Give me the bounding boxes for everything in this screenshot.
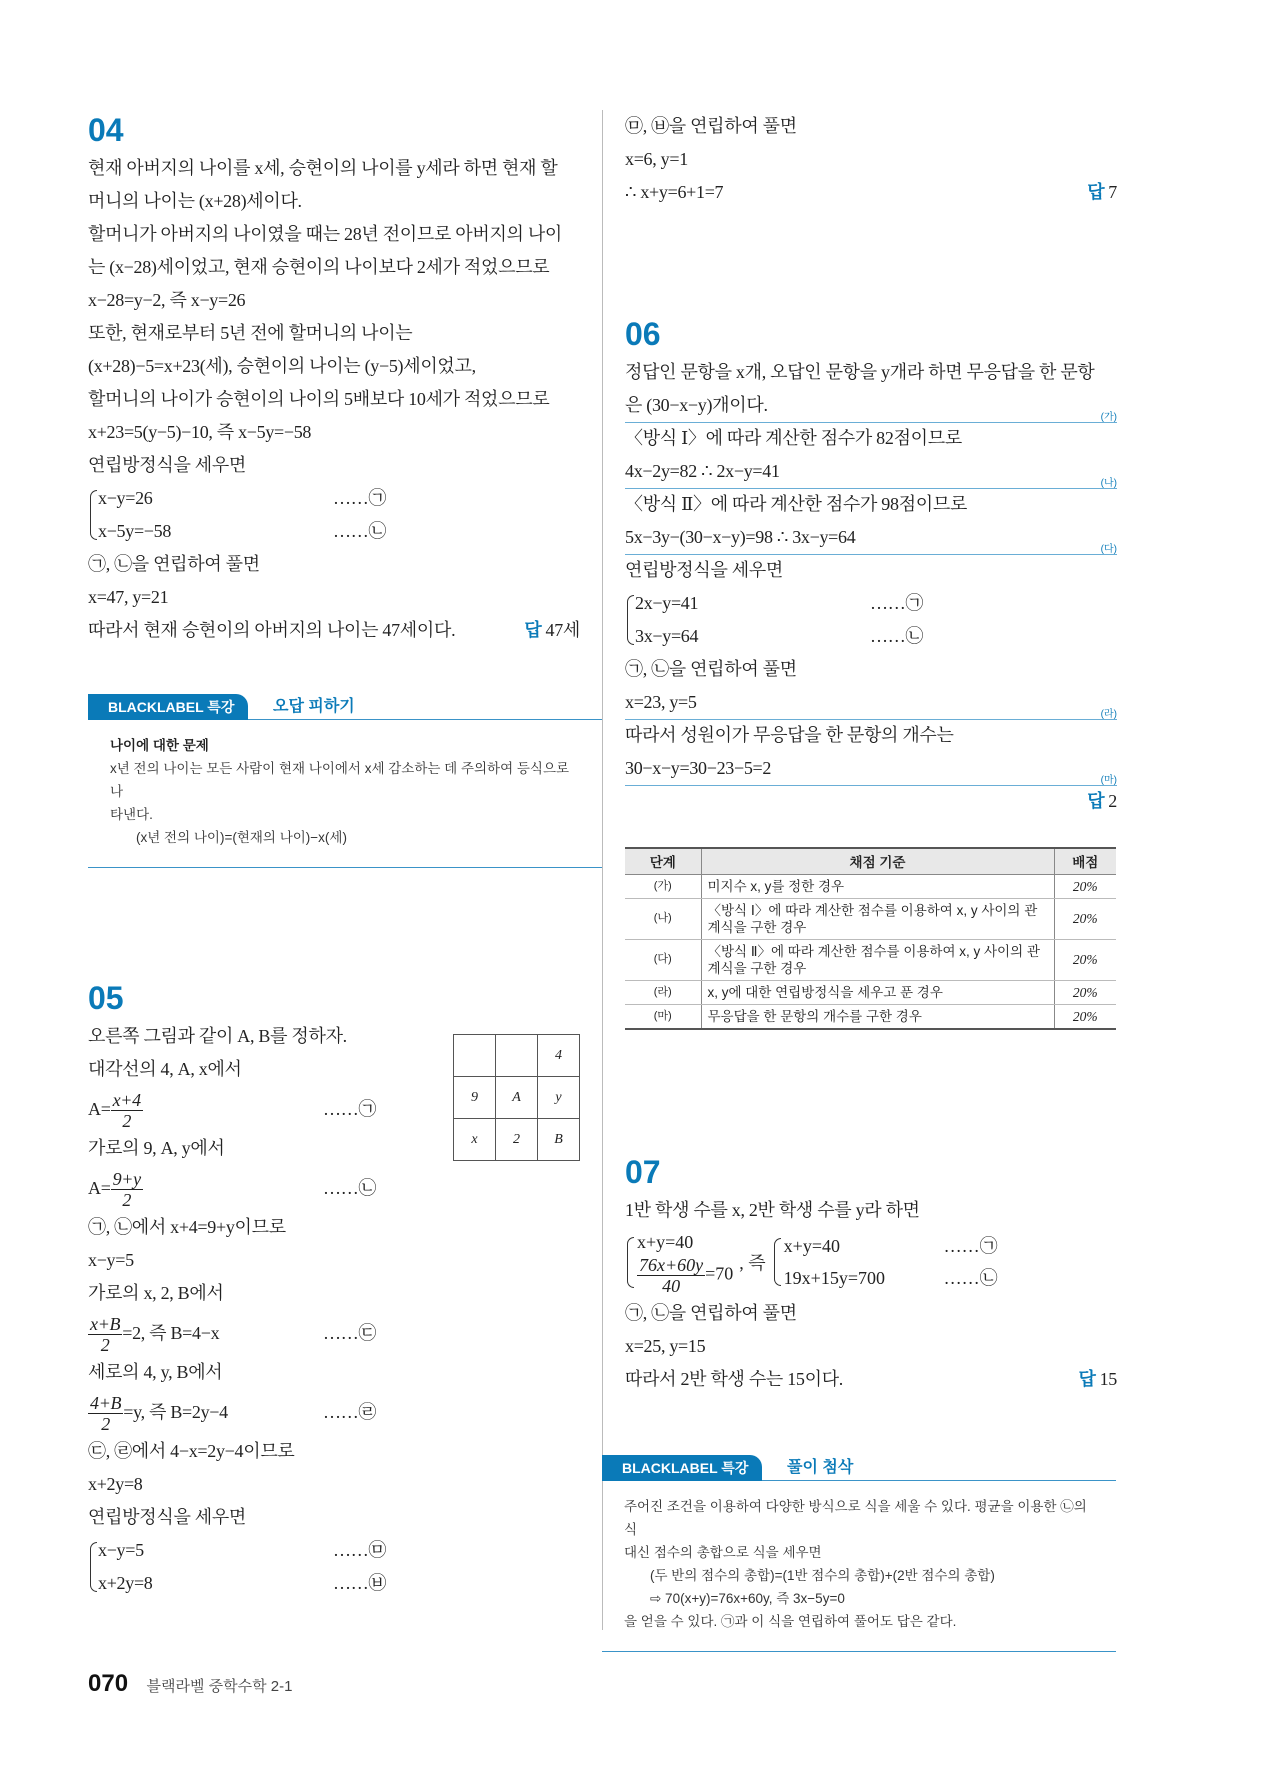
numerator: x+4	[112, 1090, 141, 1111]
solution-line	[88, 449, 580, 482]
tip-tabs	[602, 1455, 1116, 1481]
grid-cell: A	[496, 1077, 538, 1119]
line-text: ㉤, ㉥을 연립하여 풀면	[625, 116, 797, 136]
grid-row	[454, 1077, 580, 1119]
figure-grid	[453, 1034, 580, 1161]
solution-line	[88, 548, 580, 581]
grid-cell: y	[538, 1077, 580, 1119]
tip-tab-label: BLACKLABEL 특강	[602, 1455, 762, 1481]
numerator: 9+y	[112, 1169, 141, 1190]
grid-cell: 4	[538, 1035, 580, 1077]
solution-line	[88, 1356, 580, 1389]
line-text: 세로의 4, y, B에서	[88, 1362, 223, 1382]
solution-05-continued	[625, 110, 1117, 209]
tip-formula: ⇨ 70(x+y)=76x+60y, 즉 3x−5y=0	[650, 1591, 845, 1606]
line-text: 대각선의 4, A, x에서	[88, 1059, 242, 1079]
solution-line	[625, 719, 1117, 752]
line-text: 연립방정식을 세우면	[88, 1507, 246, 1527]
table-cell: 〈방식 Ⅰ〉에 따라 계산한 점수를 이용하여 x, y 사이의 관계식을 구한 경우	[701, 898, 1054, 939]
line-text: 머니의 나이는 (x+28)세이다.	[88, 191, 302, 211]
equation-tag: ……㉠	[870, 593, 924, 613]
tip-text: 대신 점수의 총합으로 식을 세우면	[624, 1545, 822, 1560]
page-number: 070	[88, 1670, 129, 1697]
step-label: (라)	[1100, 709, 1117, 720]
equation: x+y=40	[637, 1231, 694, 1252]
answer-label: 답	[1078, 1369, 1096, 1389]
table-row	[625, 898, 1116, 939]
denominator: 2	[122, 1111, 132, 1132]
equation-rhs: =70	[705, 1263, 734, 1284]
line-text: 현재 아버지의 나이를 x세, 승현이의 나이를 y세라 하면 현재 할	[88, 158, 558, 178]
table-cell: (라)	[625, 980, 701, 1004]
line-text: 또한, 현재로부터 5년 전에 할머니의 나이는	[88, 323, 413, 343]
line-text: x+23=5(y−5)−10, 즉 x−5y=−58	[88, 422, 312, 442]
solution-06	[625, 312, 1117, 818]
tip-text: 주어진 조건을 이용하여 다양한 방식으로 식을 세울 수 있다. 평균을 이용한 ㉡의 식	[624, 1499, 1087, 1537]
equation-tag: ……㉣	[323, 1402, 377, 1422]
line-text: x−y=26	[98, 488, 153, 508]
solution-line	[88, 185, 580, 218]
answer-value: 15	[1099, 1369, 1117, 1389]
line-text: x=6, y=1	[625, 149, 688, 169]
line-text: 3x−y=64	[635, 626, 699, 646]
solution-line	[88, 350, 580, 383]
solution-line	[88, 581, 580, 614]
denominator: 40	[662, 1275, 681, 1296]
grid-row	[454, 1119, 580, 1161]
equation-tag: ……㉠	[323, 1099, 377, 1119]
equation-system	[88, 482, 580, 548]
numerator: x+B	[90, 1314, 121, 1335]
table-cell: 20%	[1054, 898, 1116, 939]
answer	[1087, 785, 1117, 818]
equation-system	[88, 1534, 580, 1600]
page-footer	[88, 1670, 292, 1698]
equation	[784, 1230, 1002, 1262]
line-text: 가로의 9, A, y에서	[88, 1138, 225, 1158]
line-text: 2x−y=41	[635, 593, 699, 613]
line-text: 연립방정식을 세우면	[88, 455, 246, 475]
line-text: x+2y=8	[98, 1573, 153, 1593]
grid-cell	[496, 1035, 538, 1077]
solution-04	[88, 108, 580, 647]
step-label: (가)	[1100, 412, 1117, 423]
solution-line	[88, 1468, 580, 1501]
solution-line	[625, 455, 1117, 488]
denominator: 2	[100, 1335, 110, 1356]
solution-line	[625, 110, 1117, 143]
line-text: 가로의 x, 2, B에서	[88, 1283, 224, 1303]
tip-text: 을 얻을 수 있다. ㉠과 이 식을 연립하여 풀어도 답은 같다.	[624, 1614, 957, 1629]
equation-text: x+y=40	[783, 1236, 840, 1256]
tip-formula: (x년 전의 나이)=(현재의 나이)−x(세)	[136, 830, 347, 845]
line-text: (x+28)−5=x+23(세), 승현이의 나이는 (y−5)세이었고,	[88, 356, 476, 376]
line-text: ㉠, ㉡에서 x+4=9+y이므로	[88, 1217, 286, 1237]
line-text: x−y=5	[88, 1250, 134, 1270]
line-text: ㉢, ㉣에서 4−x=2y−4이므로	[88, 1441, 295, 1461]
equation-tag: ……㉤	[333, 1540, 387, 1560]
line-text: x−5y=−58	[98, 521, 172, 541]
book-title: 블랙라벨 중학수학 2-1	[146, 1678, 293, 1695]
solution-lines	[625, 110, 1117, 209]
blacklabel-tip-box	[602, 1455, 1116, 1652]
numerator: 76x+60y	[639, 1254, 704, 1275]
tip-title: 오답 피하기	[273, 698, 355, 715]
line-text: 오른쪽 그림과 같이 A, B를 정하자.	[88, 1026, 347, 1046]
solution-line	[625, 752, 1117, 785]
line-text: ∴ x+y=6+1=7	[625, 182, 724, 202]
solution-line	[88, 152, 580, 185]
line-text: 연립방정식을 세우면	[625, 560, 783, 580]
equation	[637, 1255, 733, 1296]
equation	[784, 1262, 1002, 1294]
column-divider	[602, 110, 603, 1630]
solution-line	[625, 422, 1117, 455]
grid-cell: x	[454, 1119, 496, 1161]
solution-line	[88, 1501, 580, 1534]
denominator: 2	[101, 1414, 110, 1435]
equation-tag: ……㉡	[323, 1178, 377, 1198]
column-header: 단계	[625, 848, 701, 874]
table-cell: 〈방식 Ⅱ〉에 따라 계산한 점수를 이용하여 x, y 사이의 관계식을 구한 경우	[701, 939, 1054, 980]
column-header: 채점 기준	[701, 848, 1054, 874]
solution-line	[625, 389, 1117, 422]
solution-line	[88, 1244, 580, 1277]
answer-value: 2	[1108, 791, 1117, 811]
solution-line	[88, 1310, 580, 1356]
fraction	[111, 1169, 143, 1210]
solution-line	[625, 488, 1117, 521]
line-text: x=47, y=21	[88, 587, 169, 607]
equation-system	[625, 587, 1117, 653]
line-text: x+2y=8	[88, 1474, 143, 1494]
tip-heading: 나이에 대한 문제	[110, 738, 209, 753]
solution-line	[625, 686, 1117, 719]
table-cell: 20%	[1054, 980, 1116, 1004]
table-cell: (마)	[625, 1004, 701, 1029]
table-cell: (나)	[625, 898, 701, 939]
line-text: 따라서 현재 승현이의 아버지의 나이는 47세이다.	[88, 620, 456, 640]
problem-number: 06	[625, 316, 661, 352]
solution-line	[98, 515, 580, 548]
tip-tab-label: BLACKLABEL 특강	[88, 694, 248, 720]
fraction	[88, 1314, 122, 1355]
denominator: 2	[122, 1190, 132, 1211]
column-header: 배점	[1054, 848, 1116, 874]
system-right	[772, 1230, 1002, 1294]
line-text: 30−x−y=30−23−5=2	[625, 758, 772, 778]
answer	[1079, 1363, 1118, 1396]
equation-tag: ……㉠	[333, 488, 387, 508]
tip-text: x년 전의 나이는 모든 사람이 현재 나이에서 x세 감소하는 데 주의하여 등식으로 나	[110, 761, 570, 799]
answer-label: 답	[1087, 182, 1105, 202]
answer-value: 7	[1108, 182, 1117, 202]
line-text: 할머니의 나이가 승현이의 나이의 5배보다 10세가 적었으므로	[88, 389, 550, 409]
table-cell: 20%	[1054, 874, 1116, 898]
step-label: (나)	[1100, 478, 1117, 489]
table-row	[625, 1004, 1116, 1029]
line-text: ㉠, ㉡을 연립하여 풀면	[88, 554, 260, 574]
line-text: x=25, y=15	[625, 1336, 706, 1356]
line-text: ㉠, ㉡을 연립하여 풀면	[625, 1303, 797, 1323]
conjunction: , 즉	[739, 1253, 766, 1273]
problem-number: 05	[88, 980, 124, 1016]
line-text: 할머니가 아버지의 나이였을 때는 28년 전이므로 아버지의 나이	[88, 224, 562, 244]
problem-number: 04	[88, 112, 124, 148]
solution-line	[88, 251, 580, 284]
solution-line	[98, 1567, 580, 1600]
system-left	[625, 1229, 733, 1296]
line-text: ㉠, ㉡을 연립하여 풀면	[625, 659, 797, 679]
solution-line	[98, 1534, 580, 1567]
solution-line	[88, 284, 580, 317]
line-text: 따라서 2반 학생 수는 15이다.	[625, 1369, 843, 1389]
solution-line	[88, 1277, 580, 1310]
solution-line	[625, 785, 1117, 818]
step-label: (다)	[1100, 544, 1117, 555]
fraction	[88, 1393, 123, 1434]
fraction	[111, 1090, 143, 1131]
solution-line	[88, 1211, 580, 1244]
grid-cell: B	[538, 1119, 580, 1161]
table-cell: 무응답을 한 문항의 개수를 구한 경우	[701, 1004, 1054, 1029]
tip-body	[88, 720, 602, 867]
solution-line	[625, 1363, 1117, 1396]
equation-suffix: =y, 즉 B=2y−4	[123, 1402, 228, 1422]
line-text: x=23, y=5	[625, 692, 697, 712]
line-text: 〈방식 Ⅰ〉에 따라 계산한 점수가 82점이므로	[625, 428, 962, 448]
tip-body	[602, 1481, 1116, 1651]
answer-label: 답	[524, 620, 542, 640]
grid-cell: 2	[496, 1119, 538, 1161]
table-cell: 미지수 x, y를 정한 경우	[701, 874, 1054, 898]
solution-line	[98, 482, 580, 515]
scoring-table	[625, 847, 1116, 1030]
solution-line	[88, 1435, 580, 1468]
solution-line	[88, 218, 580, 251]
grid-row	[454, 1035, 580, 1077]
step-label: (마)	[1100, 775, 1117, 786]
blacklabel-tip-box	[88, 694, 602, 868]
solution-line	[88, 317, 580, 350]
equation-tag: ……㉡	[870, 626, 924, 646]
solution-line	[88, 383, 580, 416]
table-cell: (다)	[625, 939, 701, 980]
answer	[524, 614, 580, 647]
tip-text: 타낸다.	[110, 807, 153, 822]
solution-line	[625, 653, 1117, 686]
equation-prefix: A=	[88, 1178, 111, 1198]
solution-line	[625, 1330, 1117, 1363]
table-cell: 20%	[1054, 939, 1116, 980]
grid-cell: 9	[454, 1077, 496, 1119]
answer-value: 47세	[545, 620, 580, 640]
equation-system	[625, 1227, 1117, 1297]
line-text: 정답인 문항을 x개, 오답인 문항을 y개라 하면 무응답을 한 문항	[625, 362, 1095, 382]
numerator: 4+B	[90, 1393, 122, 1414]
line-text: 은 (30−x−y)개이다.	[625, 395, 768, 415]
solution-lines	[625, 356, 1117, 818]
tip-formula: (두 반의 점수의 총합)=(1반 점수의 총합)+(2반 점수의 총합)	[650, 1568, 995, 1583]
equation-tag: ……㉡	[333, 521, 387, 541]
table-cell: x, y에 대한 연립방정식을 세우고 푼 경우	[701, 980, 1054, 1004]
solution-line	[88, 1389, 580, 1435]
solution-07	[625, 1150, 1117, 1396]
table-cell: 20%	[1054, 1004, 1116, 1029]
line-text: 5x−3y−(30−x−y)=98 ∴ 3x−y=64	[625, 527, 856, 547]
solution-line	[625, 176, 1117, 209]
line-text: 4x−2y=82 ∴ 2x−y=41	[625, 461, 780, 481]
solution-line	[625, 143, 1117, 176]
equation-tag: ……㉥	[333, 1573, 387, 1593]
problem-number: 07	[625, 1154, 661, 1190]
line-text: 〈방식 Ⅱ〉에 따라 계산한 점수가 98점이므로	[625, 494, 968, 514]
tip-tabs	[88, 694, 602, 720]
solution-line: 1반 학생 수를 x, 2반 학생 수를 y라 하면	[625, 1200, 920, 1220]
answer-label: 답	[1087, 791, 1105, 811]
solution-line	[88, 1165, 580, 1211]
equation-prefix: A=	[88, 1099, 111, 1119]
table-header-row	[625, 848, 1116, 874]
equation-tag: ……㉠	[943, 1236, 998, 1256]
solution-line	[625, 521, 1117, 554]
line-text: 따라서 성원이가 무응답을 한 문항의 개수는	[625, 725, 954, 745]
equation-tag: ……㉡	[943, 1268, 998, 1288]
solution-line	[635, 587, 1117, 620]
line-text: x−y=5	[98, 1540, 144, 1560]
solution-line	[635, 620, 1117, 653]
solution-line	[88, 416, 580, 449]
answer	[1087, 176, 1117, 209]
solution-line	[625, 1297, 1117, 1330]
equation-text: 19x+15y=700	[783, 1268, 885, 1288]
table-cell: (가)	[625, 874, 701, 898]
line-text: x−28=y−2, 즉 x−y=26	[88, 290, 246, 310]
table-row	[625, 874, 1116, 898]
solution-line	[625, 356, 1117, 389]
solution-line	[88, 614, 580, 647]
solution-lines	[88, 152, 580, 647]
equation-suffix: =2, 즉 B=4−x	[122, 1323, 220, 1343]
solution-lines	[625, 1297, 1117, 1396]
table-row	[625, 980, 1116, 1004]
equation-tag: ……㉢	[323, 1323, 377, 1343]
fraction	[637, 1255, 705, 1296]
table-row	[625, 939, 1116, 980]
grid-cell	[454, 1035, 496, 1077]
solution-line	[625, 554, 1117, 587]
tip-title: 풀이 첨삭	[787, 1459, 854, 1476]
line-text: 는 (x−28)세이었고, 현재 승현이의 나이보다 2세가 적었으므로	[88, 257, 550, 277]
